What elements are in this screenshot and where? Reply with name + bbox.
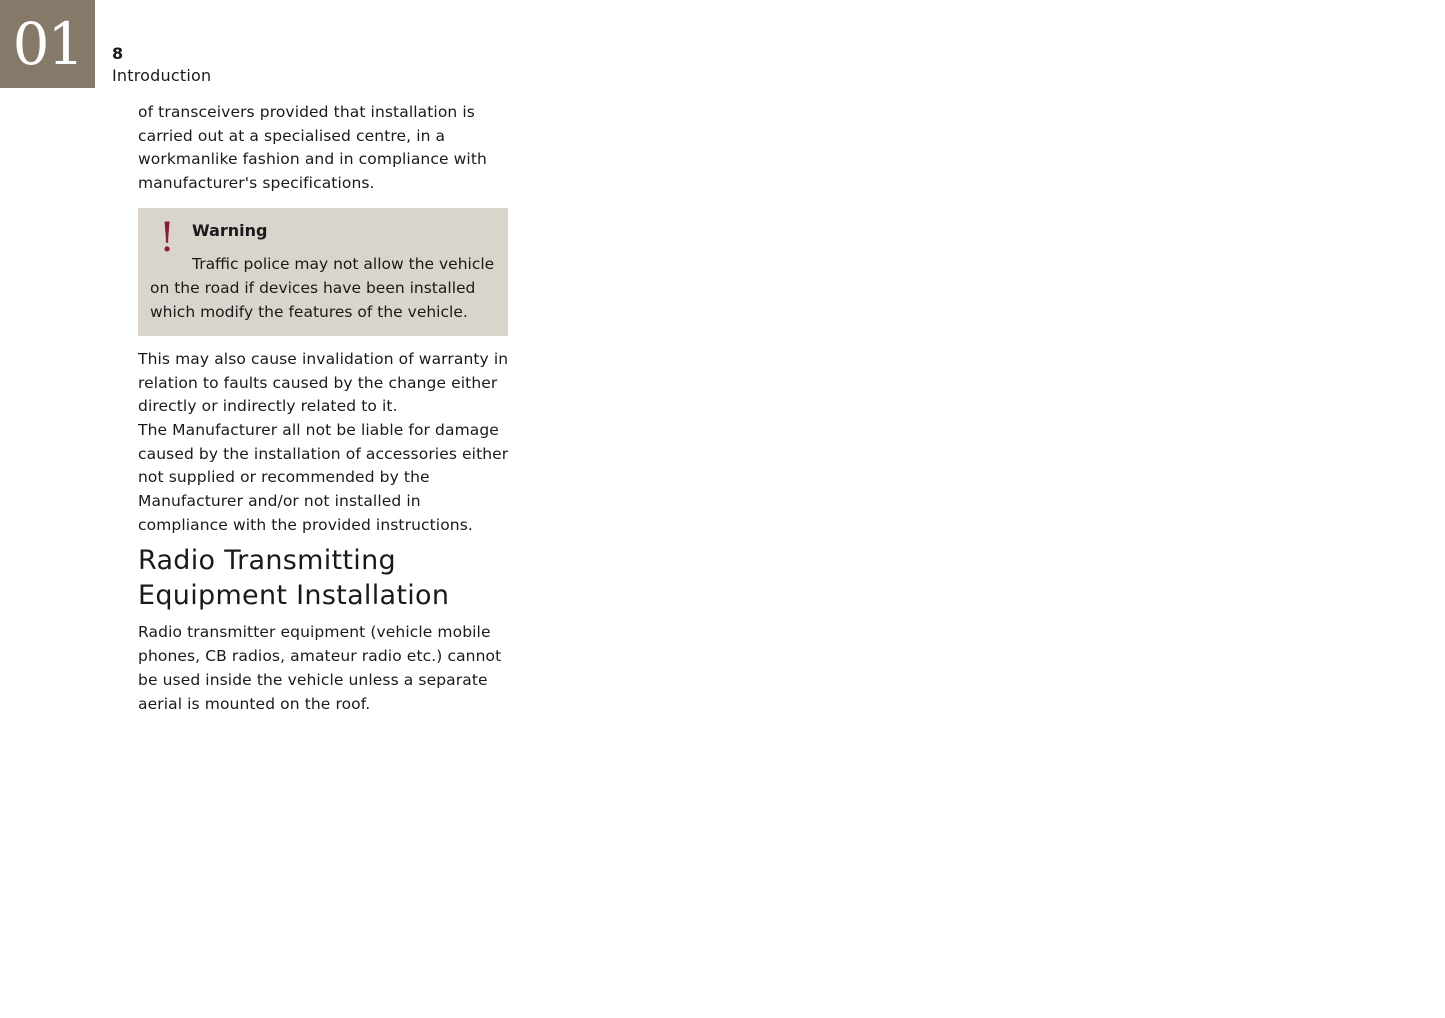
section-heading: Radio Transmitting Equipment Installation <box>138 545 450 612</box>
warning-title: Warning <box>192 220 268 240</box>
warning-text: Traffic police may not allow the vehicle on the road if devices have been installed which modify the features of the vehicle. <box>150 254 495 321</box>
liability-paragraph: The Manufacturer all not be liable for damage caused by the installation of accessories either not supplied or recommended by the Manufacturer and/or not installed in compliance with the provided instructions. <box>138 420 509 534</box>
radio-paragraph: Radio transmitter equipment (vehicle mobile phones, CB radios, amateur radio etc.) cannot be used inside the vehicle unless a separate aerial is mounted on the roof. <box>138 623 502 713</box>
page-number: 8 <box>112 44 124 63</box>
warning-box <box>138 208 508 336</box>
section-title: Introduction <box>112 66 212 85</box>
chapter-number-tab: 01 <box>0 0 95 88</box>
intro-paragraph: of transceivers provided that installation is carried out at a specialised centre, in a workmanlike fashion and in compliance with manufacturer's specifications. <box>138 103 487 193</box>
warranty-paragraph: This may also cause invalidation of warranty in relation to faults caused by the change either directly or indirectly related to it. <box>138 349 509 416</box>
exclamation-icon: ! <box>158 214 176 261</box>
content-column <box>138 101 510 716</box>
